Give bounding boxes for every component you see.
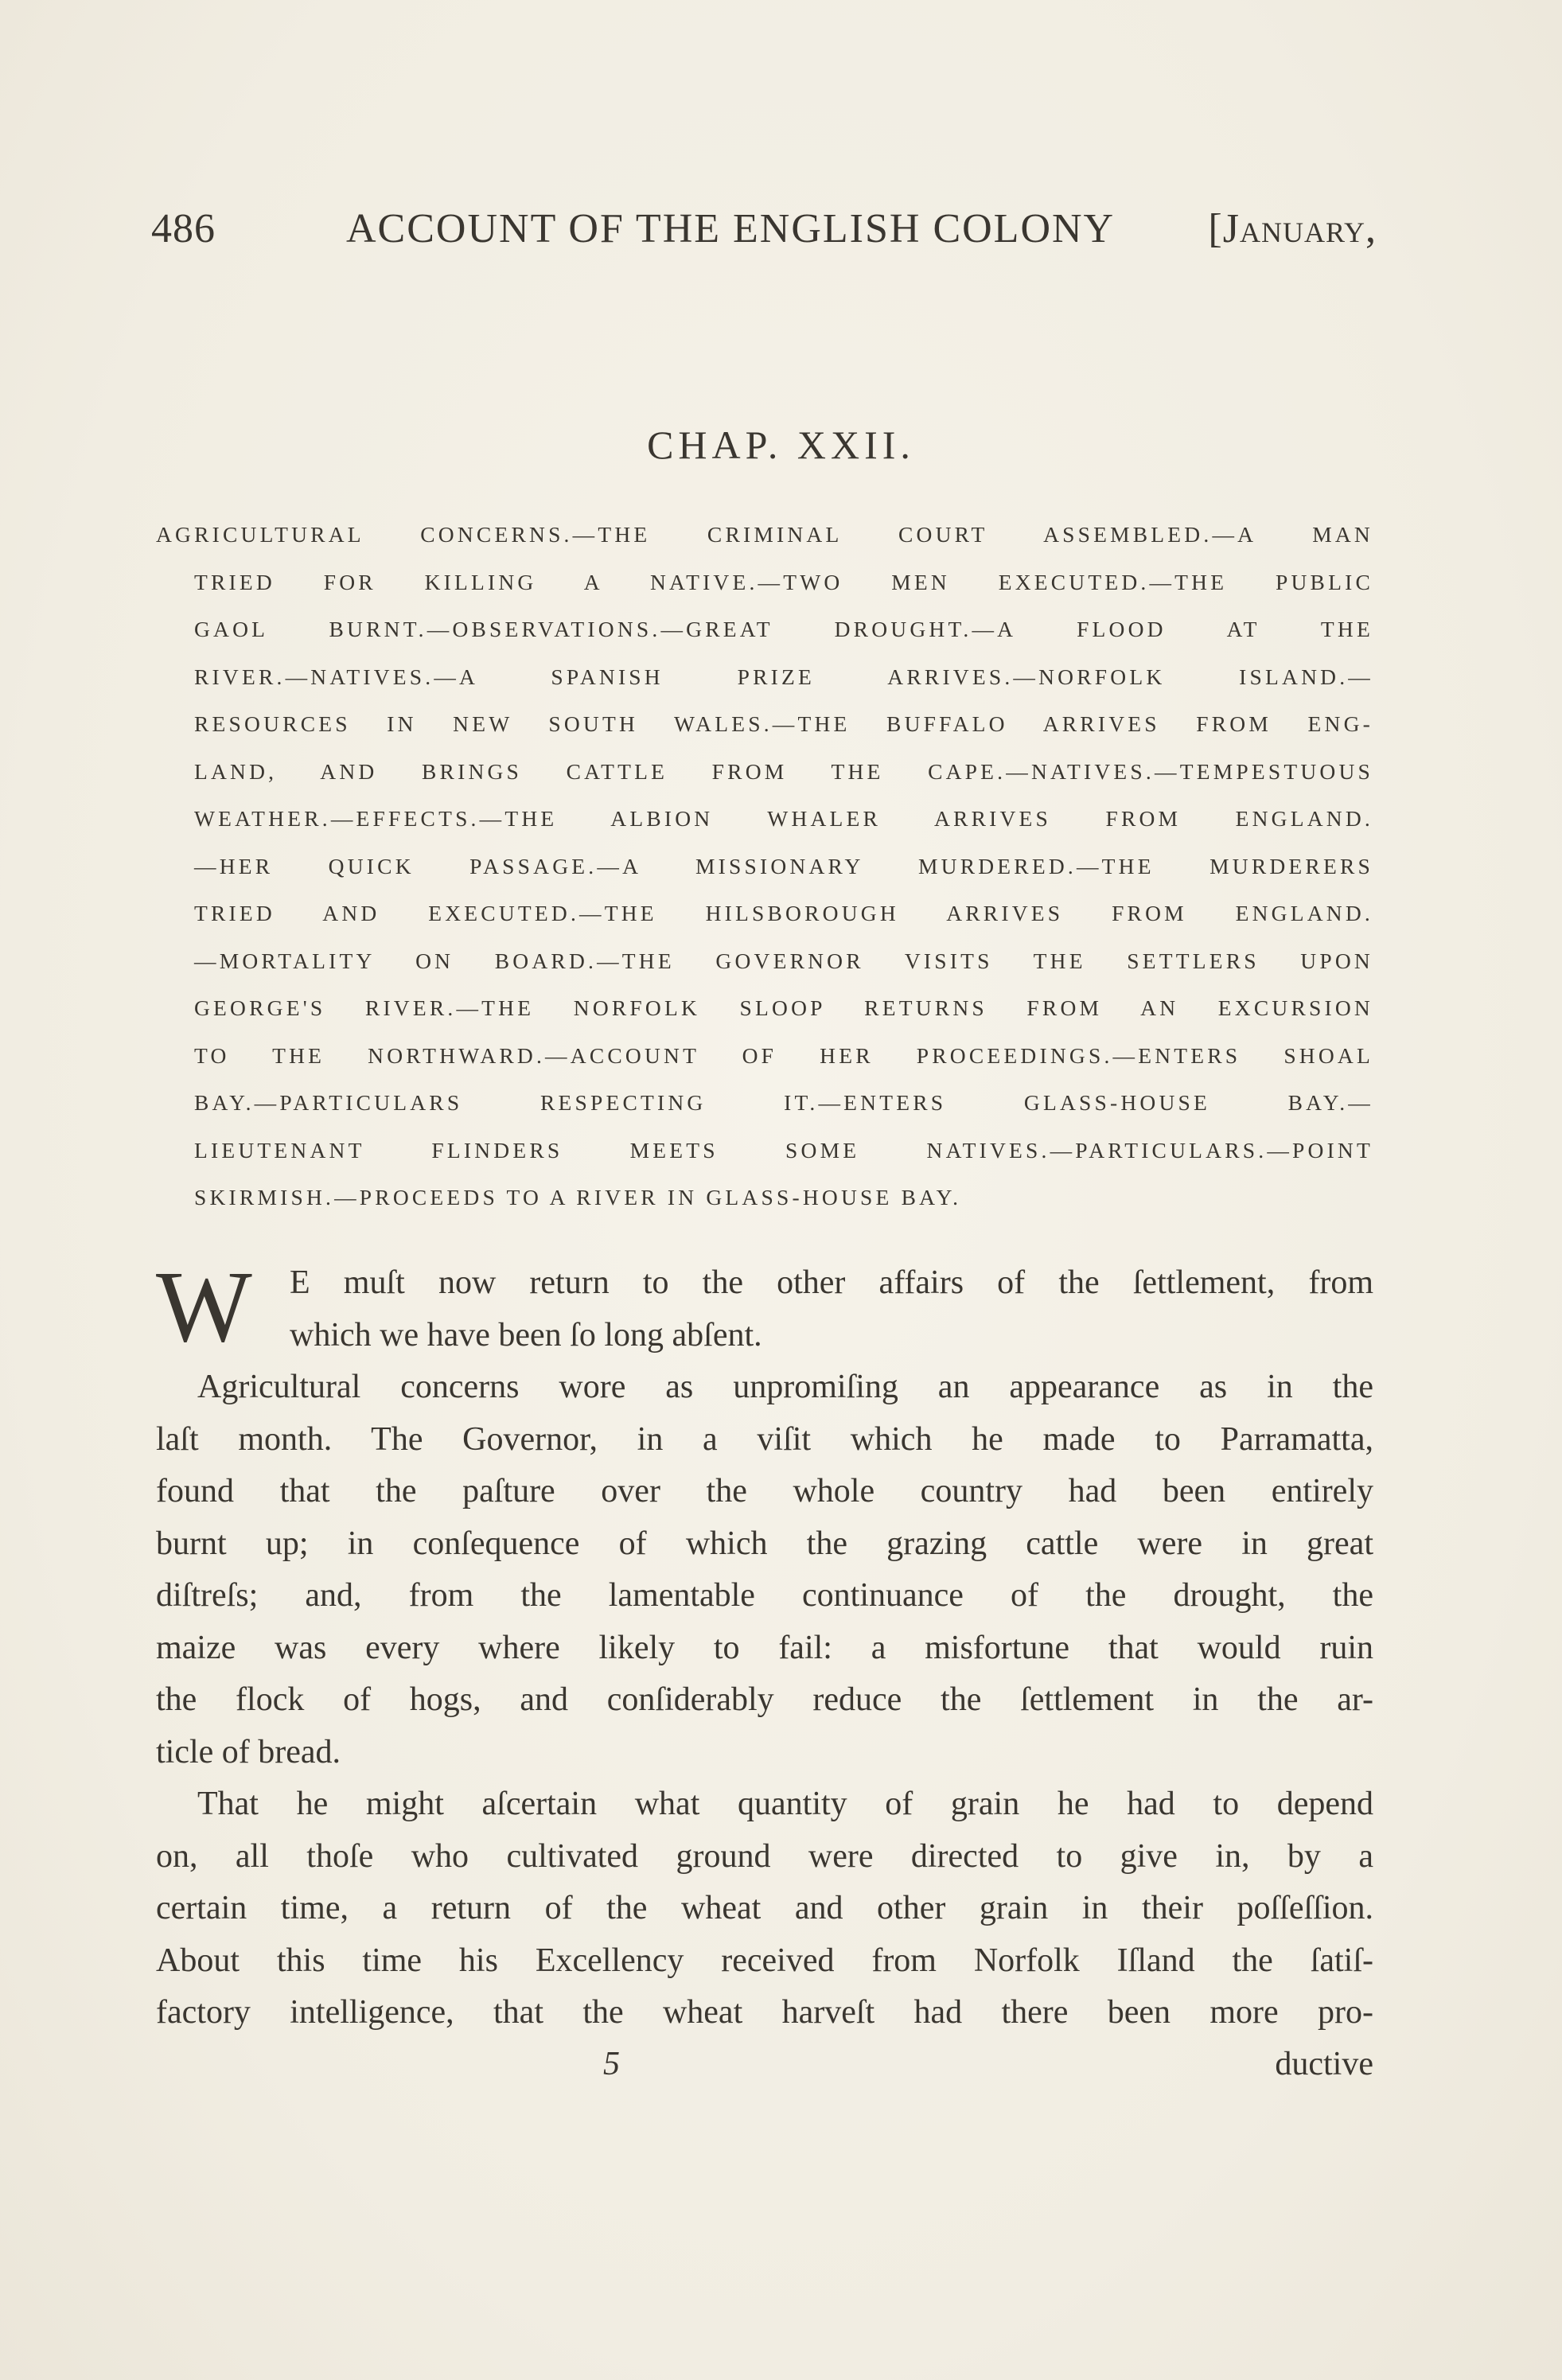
chapter-title: CHAP. XXII. xyxy=(647,423,915,467)
running-header xyxy=(151,205,1377,269)
text-line: burnt up; in conſequence of which the grazing cattle were in great xyxy=(156,1525,1373,1562)
signature-mark: 5 xyxy=(603,2046,620,2082)
synopsis-line: TO THE NORTHWARD.—ACCOUNT OF HER PROCEEDINGS.—ENTERS SHOAL xyxy=(194,1042,1373,1068)
page-footer xyxy=(156,2045,1373,2098)
text-line: ticle of bread. xyxy=(156,1733,341,1770)
text-line: which we have been ſo long abſent. xyxy=(290,1316,762,1354)
text-line: certain time, a return of the wheat and other grain in their poſſeſſion. xyxy=(156,1890,1373,1926)
text-line: the flock of hogs, and conſiderably reduce the ſettlement in the ar- xyxy=(156,1681,1373,1718)
text-line: That he might aſcertain what quantity of grain he had to depend xyxy=(197,1786,1373,1822)
synopsis-line: GAOL BURNT.—OBSERVATIONS.—GREAT DROUGHT.—A FLOOD AT THE xyxy=(194,617,1373,641)
catchword: ductive xyxy=(1275,2046,1373,2082)
text-line: on, all thoſe who cultivated ground were directed to give in, by a xyxy=(156,1837,1373,1875)
synopsis-line: —MORTALITY ON BOARD.—THE GOVERNOR VISITS THE SETTLERS UPON xyxy=(194,948,1373,973)
text-line: Agricultural concerns wore as unpromiſing an appearance as in the xyxy=(197,1369,1373,1405)
running-month: [January, xyxy=(1208,206,1377,251)
synopsis-line: BAY.—PARTICULARS RESPECTING IT.—ENTERS GLASS-HOUSE BAY.— xyxy=(194,1090,1373,1115)
synopsis-line: GEORGE'S RIVER.—THE NORFOLK SLOOP RETURNS FROM AN EXCURSION xyxy=(194,995,1373,1020)
synopsis-line: SKIRMISH.—PROCEEDS TO A RIVER IN GLASS-HOUSE BAY. xyxy=(194,1185,962,1209)
body-text xyxy=(156,1250,1373,2039)
text-line: About this time his Excellency received from Norfolk Iſland the ſatiſ- xyxy=(156,1942,1373,1979)
text-line: diſtreſs; and, from the lamentable continuance of the drought, the xyxy=(156,1577,1373,1614)
text-line: laſt month. The Governor, in a viſit which he made to Parramatta, xyxy=(156,1420,1373,1458)
synopsis-line: TRIED FOR KILLING A NATIVE.—TWO MEN EXECUTED.—THE PUBLIC xyxy=(194,569,1373,594)
text-line: maize was every where likely to fail: a misfortune that would ruin xyxy=(156,1629,1373,1666)
synopsis-line: RESOURCES IN NEW SOUTH WALES.—THE BUFFALO ARRIVES FROM ENG- xyxy=(194,711,1373,736)
drop-cap: W xyxy=(156,1250,252,1363)
synopsis-line: LIEUTENANT FLINDERS MEETS SOME NATIVES.—PARTICULARS.—POINT xyxy=(194,1137,1373,1163)
synopsis-line: AGRICULTURAL CONCERNS.—THE CRIMINAL COURT ASSEMBLED.—A MAN xyxy=(156,522,1373,547)
synopsis-line: TRIED AND EXECUTED.—THE HILSBOROUGH ARRIVES FROM ENGLAND. xyxy=(194,901,1373,925)
page-number: 486 xyxy=(151,206,216,251)
synopsis-line: LAND, AND BRINGS CATTLE FROM THE CAPE.—NATIVES.—TEMPESTUOUS xyxy=(194,758,1373,784)
synopsis-line: RIVER.—NATIVES.—A SPANISH PRIZE ARRIVES.—NORFOLK ISLAND.— xyxy=(194,664,1373,689)
synopsis-line: —HER QUICK PASSAGE.—A MISSIONARY MURDERED.—THE MURDERERS xyxy=(194,853,1373,878)
running-title: ACCOUNT OF THE ENGLISH COLONY xyxy=(346,206,1116,251)
text-line: factory intelligence, that the wheat harveſt had there been more pro- xyxy=(156,1994,1373,2031)
chapter-synopsis xyxy=(156,511,1373,1221)
synopsis-line: WEATHER.—EFFECTS.—THE ALBION WHALER ARRIVES FROM ENGLAND. xyxy=(194,806,1373,831)
text-line: E muſt now return to the other affairs of the ſettlement, from xyxy=(290,1264,1373,1301)
text-line: found that the paſture over the whole country had been entirely xyxy=(156,1473,1373,1509)
